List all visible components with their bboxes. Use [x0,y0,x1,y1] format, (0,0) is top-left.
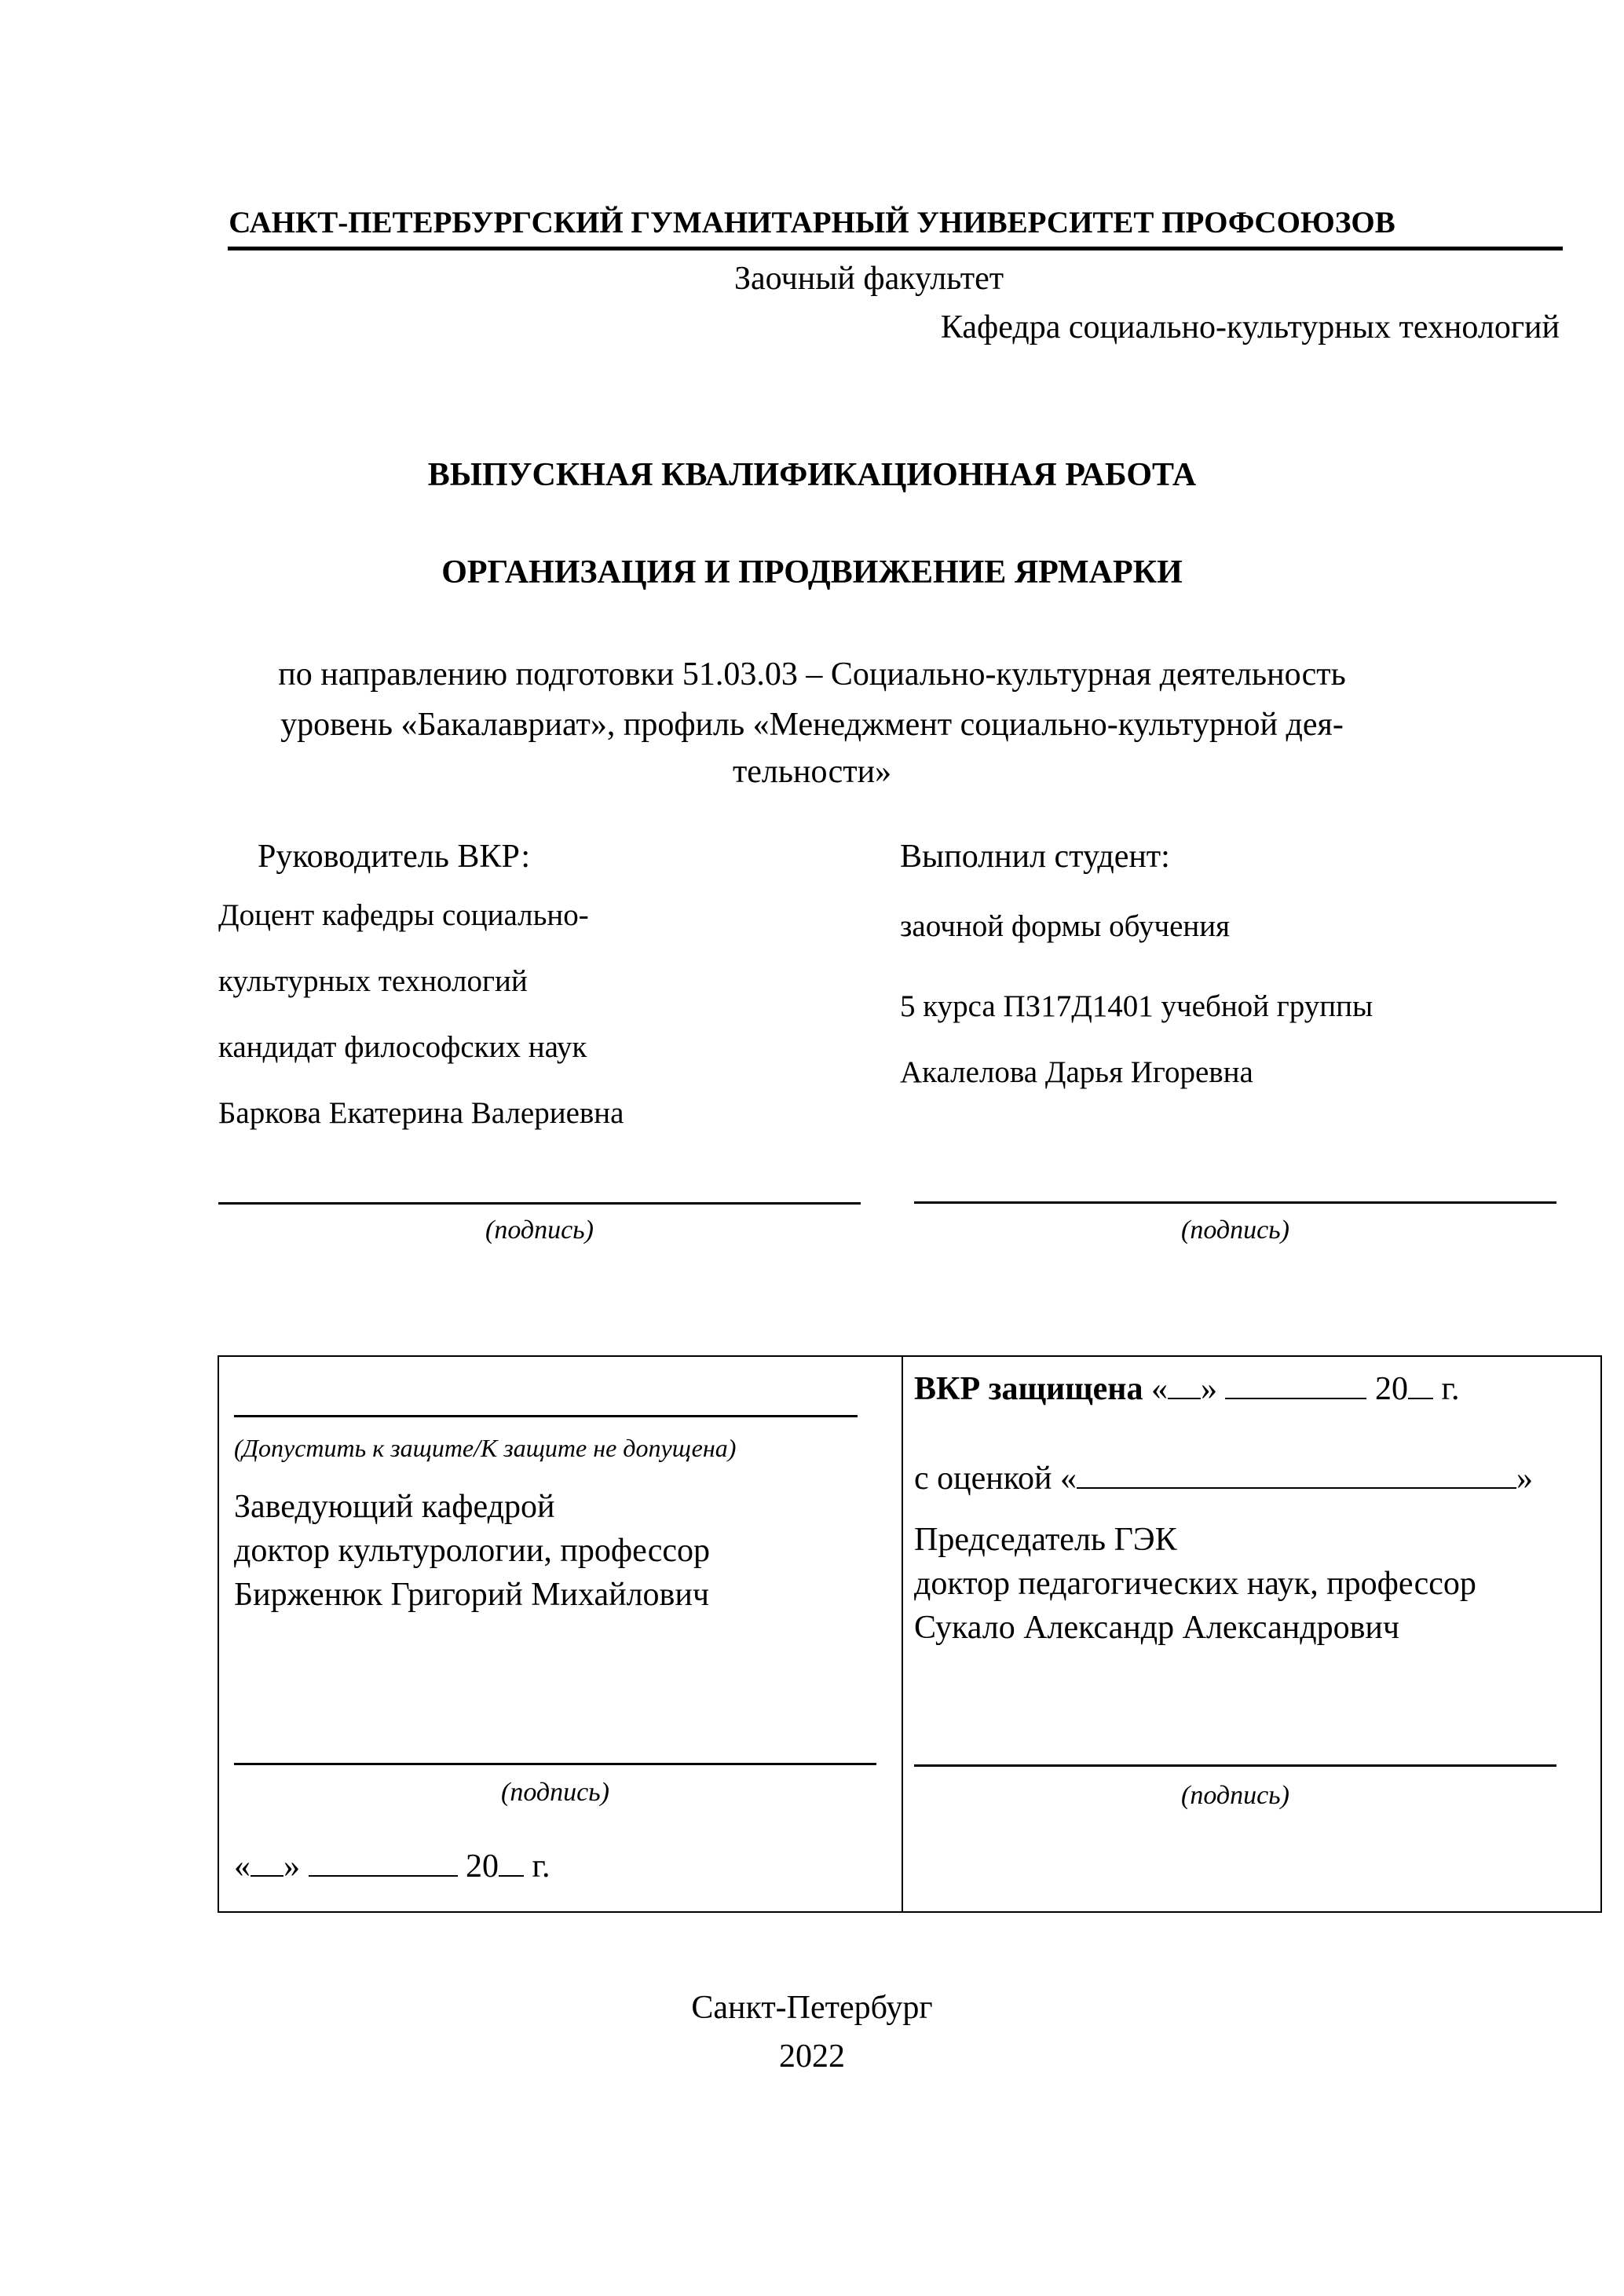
supervisor-name: Баркова Екатерина Валериевна [218,1096,624,1130]
head-of-department-title: Заведующий кафедрой [234,1489,555,1525]
admission-decision-line [234,1415,858,1417]
approval-table-divider [902,1355,903,1913]
university-name: САНКТ-ПЕТЕРБУРГСКИЙ ГУМАНИТАРНЫЙ УНИВЕРСИТЕТ ПРОФСОЮЗОВ [229,206,1395,239]
supervisor-line: культурных технологий [218,964,528,998]
supervisor-signature-caption: (подпись) [485,1216,594,1245]
chairman-name: Сукало Александр Александрович [914,1610,1400,1646]
head-date-field [234,1845,550,1883]
student-line: заочной формы обучения [900,909,1231,943]
grade-label: с оценкой « [914,1460,1077,1497]
grade-close-quote: » [1516,1460,1533,1497]
direction-line-3: тельности» [732,754,892,790]
grade-field [914,1457,1533,1495]
grade-blank[interactable] [1077,1457,1516,1489]
head-of-department-degree: доктор культурологии, профессор [234,1533,711,1569]
department-name: Кафедра социально-культурных технологий [940,309,1560,345]
chairman-degree: доктор педагогических наук, профессор [914,1566,1476,1602]
chairman-signature-line [914,1764,1556,1767]
year-prefix: 20 [1374,1370,1408,1407]
date-close-quote: » [1200,1370,1217,1407]
direction-line-1: по направлению подготовки 51.03.03 – Социально-культурная деятельность [278,656,1346,693]
head-signature-line [234,1763,876,1765]
day-blank[interactable] [1168,1368,1201,1399]
year: 2022 [779,2038,845,2075]
month-blank[interactable] [309,1845,458,1877]
direction-line-2: уровень «Бакалавриат», профиль «Менеджмент социально-культурной дея- [280,707,1344,743]
student-heading: Выполнил студент: [900,839,1170,875]
student-signature-caption: (подпись) [1181,1216,1289,1245]
year-suffix: г. [1441,1370,1460,1407]
header-rule [228,247,1563,250]
chairman-title: Председатель ГЭК [914,1522,1177,1558]
year-prefix: 20 [466,1848,499,1885]
supervisor-signature-line [218,1202,861,1205]
city: Санкт-Петербург [691,1990,933,2026]
supervisor-line: Доцент кафедры социально- [218,898,589,932]
date-open-quote: « [234,1848,251,1885]
month-blank[interactable] [1225,1368,1366,1399]
year-suffix: г. [532,1848,550,1885]
head-signature-caption: (подпись) [501,1778,609,1807]
admission-caption: (Допустить к защите/К защите не допущена) [234,1434,737,1462]
student-signature-line [914,1201,1556,1204]
student-line: 5 курса ПЗ17Д1401 учебной группы [900,989,1373,1023]
topic-title: ОРГАНИЗАЦИЯ И ПРОДВИЖЕНИЕ ЯРМАРКИ [441,554,1183,590]
supervisor-heading: Руководитель ВКР: [258,839,531,875]
year-blank[interactable] [499,1845,524,1877]
defended-date-field [914,1368,1459,1406]
chairman-signature-caption: (подпись) [1181,1781,1289,1810]
day-blank[interactable] [251,1845,283,1877]
supervisor-line: кандидат философских наук [218,1030,587,1064]
date-open-quote: « [1150,1370,1168,1407]
date-close-quote: » [283,1848,300,1885]
work-type-title: ВЫПУСКНАЯ КВАЛИФИКАЦИОННАЯ РАБОТА [427,457,1197,493]
student-name: Акалелова Дарья Игоревна [900,1055,1253,1089]
year-blank[interactable] [1408,1368,1433,1399]
defended-label: ВКР защищена [914,1370,1143,1407]
head-of-department-name: Бирженюк Григорий Михайлович [234,1577,709,1613]
faculty-name: Заочный факультет [734,261,1004,297]
